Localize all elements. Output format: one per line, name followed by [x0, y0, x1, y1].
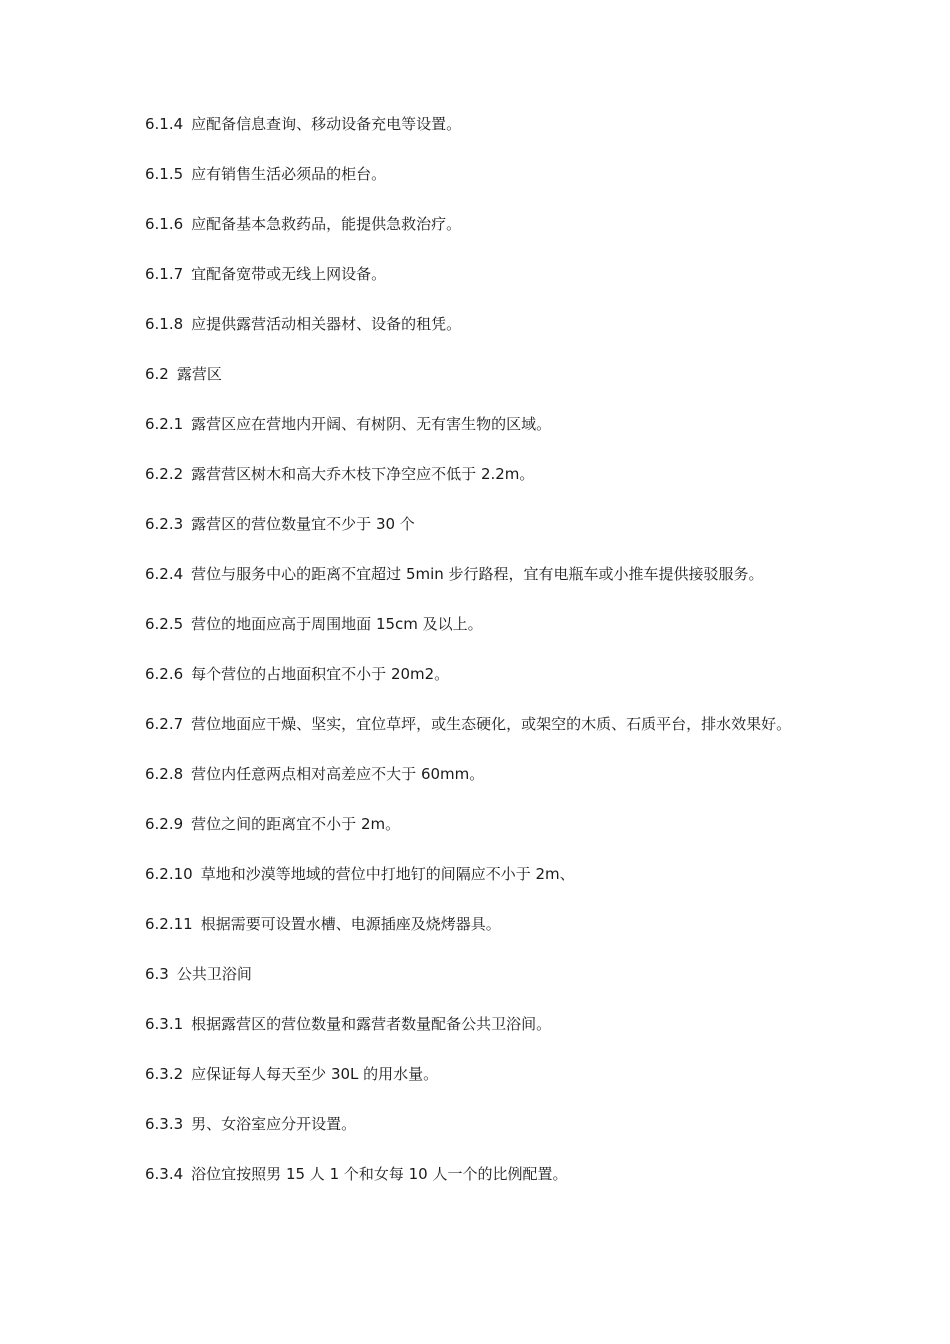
clause-text: 应有销售生活必须品的柜台。	[191, 165, 387, 183]
clause-text: 营位之间的距离宜不小于 2m。	[191, 815, 401, 833]
clause-number: 6.2.9	[145, 815, 184, 833]
clause-number: 6.2.10	[145, 865, 193, 883]
clause-text: 露营区的营位数量宜不少于 30 个	[191, 515, 415, 533]
clause-text: 浴位宜按照男 15 人 1 个和女每 10 人一个的比例配置。	[191, 1165, 568, 1183]
clause-text: 草地和沙漠等地域的营位中打地钉的间隔应不小于 2m、	[200, 865, 575, 883]
paragraph-6-3-1	[145, 1012, 810, 1037]
clause-number: 6.2.1	[145, 415, 184, 433]
section-title: 公共卫浴间	[176, 965, 252, 983]
clause-number: 6.1.6	[145, 215, 184, 233]
paragraph-6-2-4	[145, 562, 810, 587]
section-heading-6-2	[145, 362, 810, 387]
clause-text: 应配备信息查询、移动设备充电等设置。	[191, 115, 462, 133]
clause-number: 6.3.2	[145, 1065, 184, 1083]
paragraph-6-1-8	[145, 312, 810, 337]
paragraph-6-3-2	[145, 1062, 810, 1087]
paragraph-6-3-4	[145, 1162, 810, 1187]
paragraph-6-1-5	[145, 162, 810, 187]
document-body	[145, 112, 810, 1212]
clause-number: 6.1.4	[145, 115, 184, 133]
clause-number: 6.2.5	[145, 615, 184, 633]
clause-text: 营位与服务中心的距离不宜超过 5min 步行路程，宜有电瓶车或小推车提供接驳服务。	[191, 565, 764, 583]
paragraph-6-2-9	[145, 812, 810, 837]
paragraph-6-2-2	[145, 462, 810, 487]
clause-text: 营位的地面应高于周围地面 15cm 及以上。	[191, 615, 483, 633]
paragraph-6-1-6	[145, 212, 810, 237]
clause-text: 营位地面应干燥、坚实，宜位草坪，或生态硬化，或架空的木质、石质平台，排水效果好。	[191, 715, 792, 733]
paragraph-6-2-5	[145, 612, 810, 637]
clause-number: 6.3.1	[145, 1015, 184, 1033]
clause-text: 应提供露营活动相关器材、设备的租凭。	[191, 315, 462, 333]
clause-number: 6.3.3	[145, 1115, 184, 1133]
clause-text: 应配备基本急救药品，能提供急救治疗。	[191, 215, 462, 233]
clause-number: 6.2.4	[145, 565, 184, 583]
clause-text: 露营营区树木和高大乔木枝下净空应不低于 2.2m。	[191, 465, 535, 483]
paragraph-6-2-3	[145, 512, 810, 537]
clause-text: 根据露营区的营位数量和露营者数量配备公共卫浴间。	[191, 1015, 552, 1033]
section-number: 6.3	[145, 965, 169, 983]
paragraph-6-1-4	[145, 112, 810, 137]
clause-text: 根据需要可设置水槽、电源插座及烧烤器具。	[200, 915, 501, 933]
clause-text: 露营区应在营地内开阔、有树阴、无有害生物的区域。	[191, 415, 552, 433]
clause-number: 6.2.8	[145, 765, 184, 783]
section-number: 6.2	[145, 365, 169, 383]
paragraph-6-2-1	[145, 412, 810, 437]
paragraph-6-1-7	[145, 262, 810, 287]
paragraph-6-2-8	[145, 762, 810, 787]
section-heading-6-3	[145, 962, 810, 987]
paragraph-6-2-6	[145, 662, 810, 687]
paragraph-6-2-7	[145, 712, 810, 737]
clause-number: 6.1.5	[145, 165, 184, 183]
paragraph-6-3-3	[145, 1112, 810, 1137]
clause-number: 6.1.8	[145, 315, 184, 333]
paragraph-6-2-11	[145, 912, 810, 937]
clause-text: 营位内任意两点相对高差应不大于 60mm。	[191, 765, 485, 783]
clause-text: 应保证每人每天至少 30L 的用水量。	[191, 1065, 439, 1083]
clause-text: 男、女浴室应分开设置。	[191, 1115, 357, 1133]
clause-number: 6.3.4	[145, 1165, 184, 1183]
clause-number: 6.2.11	[145, 915, 193, 933]
clause-number: 6.2.2	[145, 465, 184, 483]
clause-number: 6.2.6	[145, 665, 184, 683]
clause-text: 宜配备宽带或无线上网设备。	[191, 265, 387, 283]
clause-number: 6.1.7	[145, 265, 184, 283]
paragraph-6-2-10	[145, 862, 810, 887]
clause-number: 6.2.3	[145, 515, 184, 533]
clause-number: 6.2.7	[145, 715, 184, 733]
section-title: 露营区	[176, 365, 222, 383]
clause-text: 每个营位的占地面积宜不小于 20m2。	[191, 665, 450, 683]
